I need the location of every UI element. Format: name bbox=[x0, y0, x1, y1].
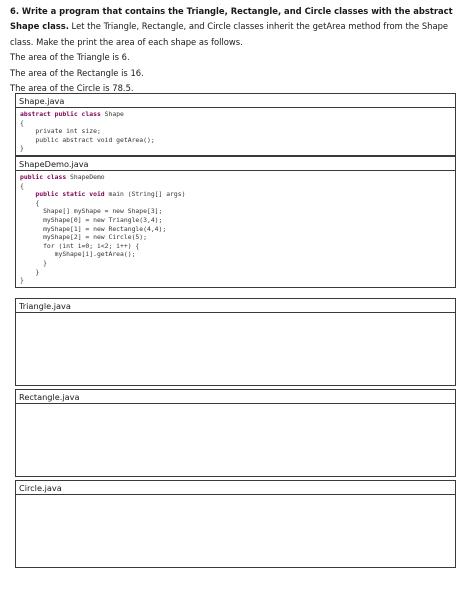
code-line bbox=[20, 127, 455, 136]
code-text: } bbox=[20, 276, 24, 285]
code-text: myShape[0] = new Triangle(3,4); bbox=[20, 215, 163, 224]
code-text bbox=[20, 190, 35, 198]
code-line bbox=[20, 110, 455, 119]
expected-output-2: The area of the Rectangle is 16. bbox=[10, 67, 144, 78]
shapedemo-java-box bbox=[15, 156, 456, 288]
file-title-rectangle: Rectangle.java bbox=[16, 390, 455, 404]
code-text: } bbox=[20, 144, 24, 153]
question-lead: 6. Write a program that contains the Triangle, Rectangle, and Circle classes with the abstract Shape class. bbox=[10, 6, 453, 32]
shape-java-box bbox=[15, 93, 456, 156]
code-text: } bbox=[20, 258, 47, 267]
code-shapedemo bbox=[16, 171, 455, 287]
code-line bbox=[20, 144, 455, 153]
code-line bbox=[20, 259, 455, 268]
rectangle-java-box bbox=[15, 389, 456, 477]
code-line bbox=[20, 207, 455, 216]
code-line bbox=[20, 268, 455, 277]
code-line bbox=[20, 136, 455, 145]
code-line bbox=[20, 225, 455, 234]
file-title-shapedemo: ShapeDemo.java bbox=[16, 157, 455, 171]
code-line bbox=[20, 173, 455, 182]
code-keyword: public class bbox=[20, 173, 71, 181]
code-line bbox=[20, 199, 455, 208]
code-text: { bbox=[20, 198, 40, 207]
code-line bbox=[20, 242, 455, 251]
code-line bbox=[20, 276, 455, 285]
code-text: private int size; bbox=[20, 127, 101, 136]
code-text: public abstract void getArea(); bbox=[20, 135, 155, 144]
circle-java-box bbox=[15, 480, 456, 568]
code-text: Shape bbox=[104, 110, 124, 118]
code-text: for (int i=0; i<2; i++) { bbox=[20, 241, 140, 250]
code-line bbox=[20, 250, 455, 259]
file-title-circle: Circle.java bbox=[16, 481, 455, 495]
code-line bbox=[20, 216, 455, 225]
code-line bbox=[20, 182, 455, 191]
question-text bbox=[10, 4, 468, 96]
code-text: main (String[] args) bbox=[108, 190, 186, 199]
code-text: ShapeDemo bbox=[70, 173, 105, 181]
code-text: } bbox=[20, 267, 40, 276]
code-keyword: public static void bbox=[35, 190, 109, 199]
code-line bbox=[20, 233, 455, 242]
code-text: { bbox=[20, 118, 24, 127]
code-text: myShape[2] = new Circle(5); bbox=[20, 233, 147, 242]
triangle-java-box bbox=[15, 298, 456, 386]
code-shape bbox=[16, 108, 455, 155]
code-line bbox=[20, 119, 455, 128]
code-text: myShape[i].getArea(); bbox=[20, 250, 136, 259]
code-text: { bbox=[20, 181, 24, 190]
code-text: myShape[1] = new Rectangle(4,4); bbox=[20, 224, 167, 233]
file-title-shape: Shape.java bbox=[16, 94, 455, 108]
expected-output-3: The area of the Circle is 78.5. bbox=[10, 83, 134, 94]
question-body: Let the Triangle, Rectangle, and Circle classes inherit the getArea method from the Shape class. Make the print the area of each shape as follows. bbox=[10, 21, 449, 47]
code-keyword: abstract public class bbox=[20, 110, 105, 118]
file-title-triangle: Triangle.java bbox=[16, 299, 455, 313]
expected-output-1: The area of the Triangle is 6. bbox=[10, 52, 130, 63]
code-text: Shape[] myShape = new Shape[3]; bbox=[20, 207, 163, 216]
code-line bbox=[20, 190, 455, 199]
